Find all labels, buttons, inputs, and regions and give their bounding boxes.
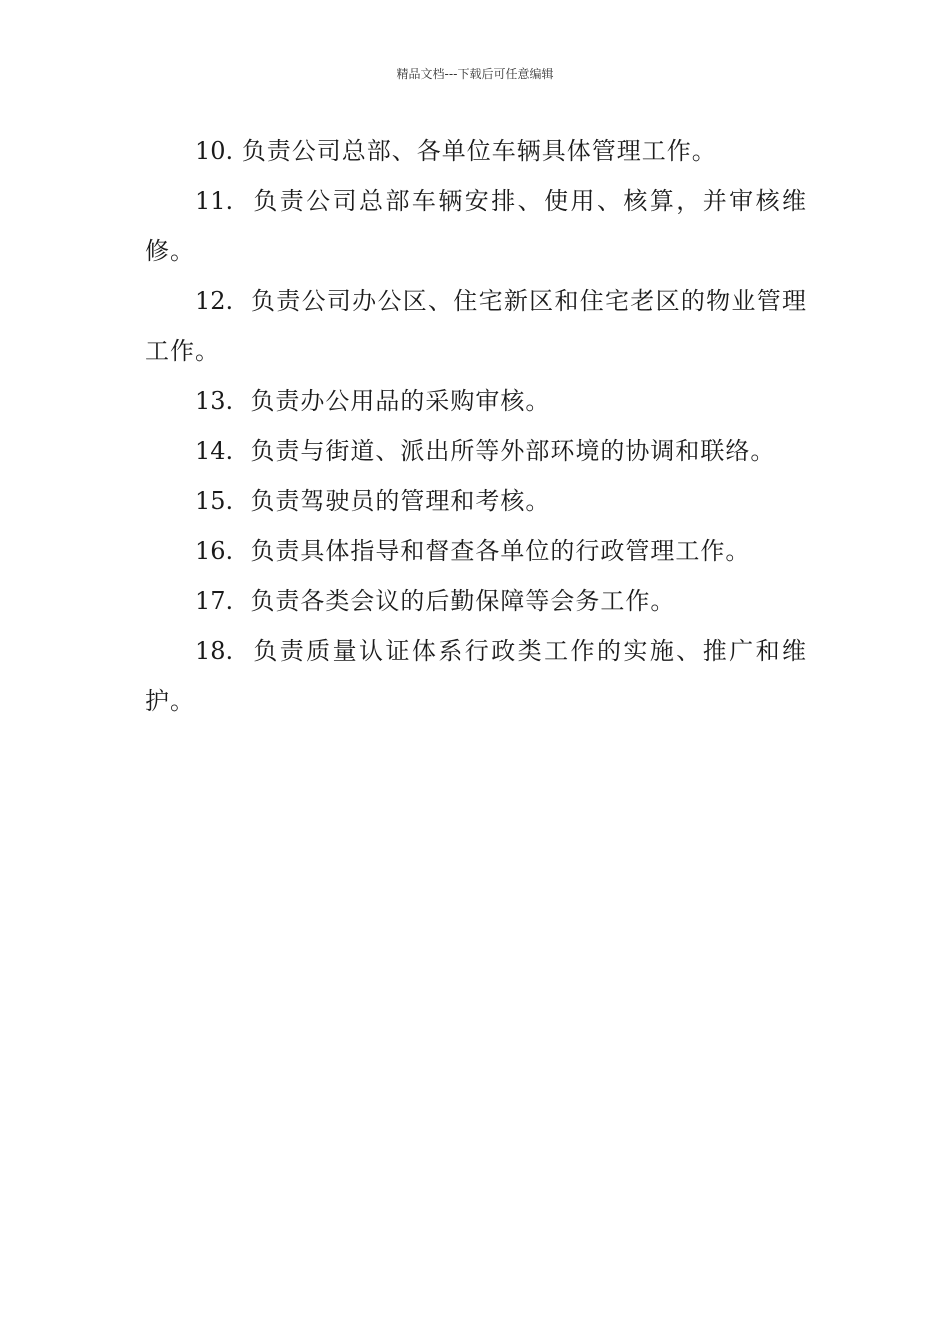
list-item-14 bbox=[145, 426, 807, 476]
list-item-16 bbox=[145, 526, 807, 576]
list-item-11 bbox=[145, 176, 807, 276]
item-number: 12. bbox=[195, 287, 234, 315]
item-number: 11. bbox=[195, 187, 234, 215]
list-item-13 bbox=[145, 376, 807, 426]
list-item-17 bbox=[145, 576, 807, 626]
item-text: 负责公司总部、各单位车辆具体管理工作。 bbox=[241, 137, 717, 165]
item-text: 负责驾驶员的管理和考核。 bbox=[250, 487, 551, 515]
list-item-18 bbox=[145, 626, 807, 726]
item-number: 16. bbox=[195, 537, 234, 565]
list-item-15 bbox=[145, 476, 807, 526]
item-text: 负责办公用品的采购审核。 bbox=[250, 387, 551, 415]
item-number: 14. bbox=[195, 437, 234, 465]
item-text: 负责公司总部车辆安排、使用、核算，并审核维修。 bbox=[145, 187, 808, 265]
item-number: 18. bbox=[195, 637, 234, 665]
list-item-12 bbox=[145, 276, 807, 376]
list-item-10 bbox=[145, 126, 807, 176]
item-text: 负责公司办公区、住宅新区和住宅老区的物业管理工作。 bbox=[145, 287, 808, 365]
item-number: 15. bbox=[195, 487, 234, 515]
item-number: 17. bbox=[195, 587, 234, 615]
item-text: 负责质量认证体系行政类工作的实施、推广和维护。 bbox=[145, 637, 808, 715]
item-number: 10. bbox=[195, 137, 234, 165]
item-text: 负责与街道、派出所等外部环境的协调和联络。 bbox=[250, 437, 776, 465]
page-header: 精品文档---下载后可任意编辑 bbox=[396, 67, 554, 81]
item-number: 13. bbox=[195, 387, 234, 415]
item-text: 负责各类会议的后勤保障等会务工作。 bbox=[250, 587, 676, 615]
item-text: 负责具体指导和督查各单位的行政管理工作。 bbox=[250, 537, 751, 565]
document-body bbox=[145, 126, 807, 726]
